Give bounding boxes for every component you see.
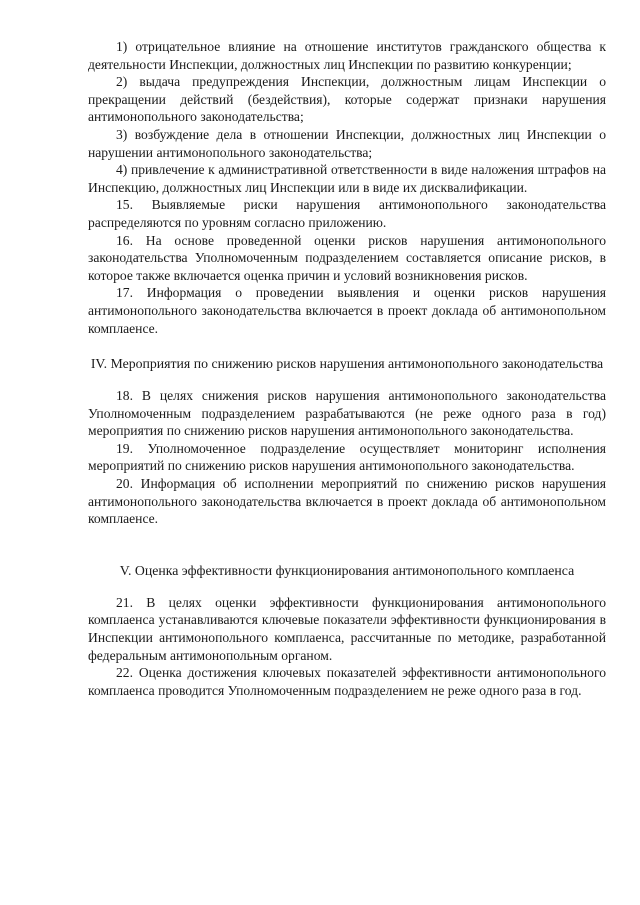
paragraph-17: 17. Информация о проведении выявления и оценки рисков нарушения антимонопольного законодательства включается в проект доклада об антимонопольном комплаенсе. (88, 285, 606, 336)
paragraph-16: 16. На основе проведенной оценки рисков нарушения антимонопольного законодательства Уполномоченным подразделением составляется описание рисков, в которое также включается оценка причин и условий возникновения рисков. (88, 232, 606, 283)
paragraph-22: 22. Оценка достижения ключевых показателей эффективности антимонопольного комплаенса проводится Уполномоченным подразделением не реже одного раза в год. (88, 665, 606, 698)
paragraph-item-3: 3) возбуждение дела в отношении Инспекции, должностных лиц Инспекции о нарушении антимонопольного законодательства; (88, 126, 606, 160)
paragraph-20: 20. Информация об исполнении мероприятий по снижению рисков нарушения антимонопольного законодательства включается в проект доклада об антимонопольном комплаенсе. (88, 476, 606, 527)
paragraph-18: 18. В целях снижения рисков нарушения антимонопольного законодательства Уполномоченным подразделением разрабатываются (не реже одного раза в год) мероприятия по снижению рисков нарушения антимонопольного законодательства. (88, 388, 606, 439)
paragraph-item-1: 1) отрицательное влияние на отношение институтов гражданского общества к деятельности Инспекции, должностных лиц Инспекции по развитию конкуренции; (88, 39, 606, 72)
section-4-heading: IV. Мероприятия по снижению рисков нарушения антимонопольного законодательства (90, 356, 604, 372)
document-page (88, 38, 606, 699)
paragraph-item-4: 4) привлечение к административной ответственности в виде наложения штрафов на Инспекцию, должностных лиц Инспекции или в виде их дисквалификации. (88, 162, 606, 195)
paragraph-19: 19. Уполномоченное подразделение осуществляет мониторинг исполнения мероприятий по снижению рисков нарушения антимонопольного законодательства. (88, 440, 606, 474)
paragraph-21: 21. В целях оценки эффективности функционирования антимонопольного комплаенса устанавливаются ключевые показатели эффективности функционирования в Инспекции антимонопольного комплаенса, рассчитанные по методике, разработанной федеральным антимонопольным органом. (88, 594, 606, 663)
section-5-heading: V. Оценка эффективности функционирования антимонопольного комплаенса (119, 562, 575, 578)
paragraph-15: 15. Выявляемые риски нарушения антимонопольного законодательства распределяются по уровням согласно приложению. (88, 197, 606, 230)
paragraph-item-2: 2) выдача предупреждения Инспекции, должностным лицам Инспекции о прекращении действий (бездействия), которые содержат признаки нарушения антимонопольного законодательства; (88, 74, 606, 125)
